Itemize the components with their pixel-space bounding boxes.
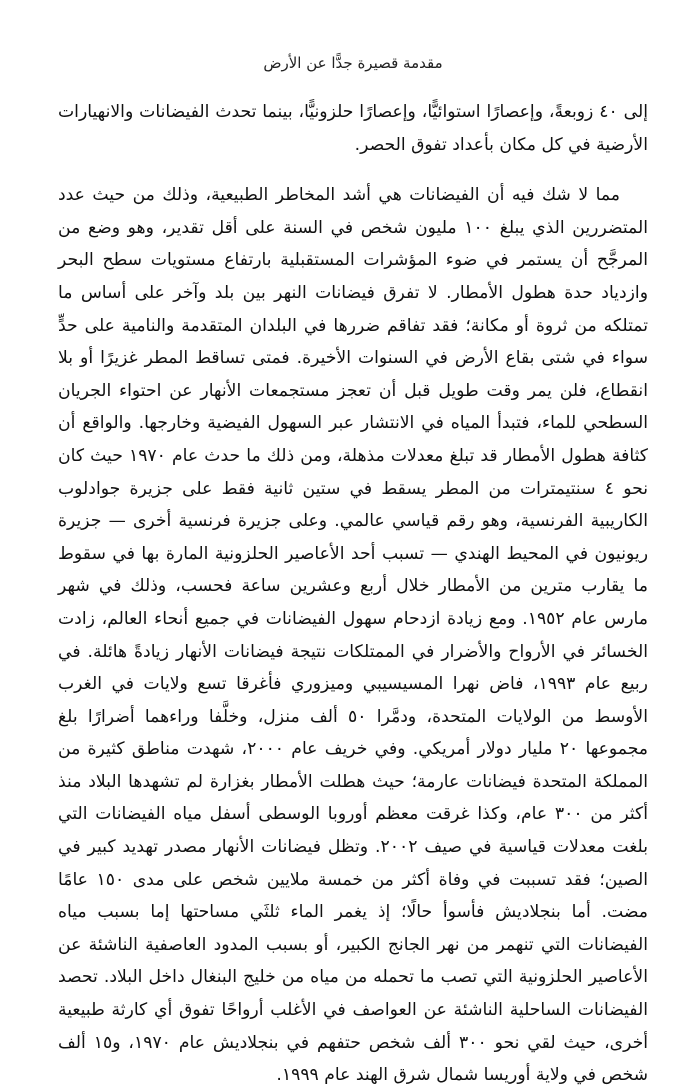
running-header: مقدمة قصيرة جدًّا عن الأرض xyxy=(263,54,443,72)
paragraph-floods: مما لا شك فيه أن الفيضانات هي أشد المخاطر الطبيعية، وذلك من حيث عدد المتضررين الذي يبلغ ١٠٠ مليون شخص في السنة على أقل تقدير، وهو وضع من المرجَّح أن يستمر في ضوء المؤشرات المستقبلية بارتفاع مستويات سطح البحر وازدياد حدة هطول الأمطار. لا تفرق فيضانات النهر بين بلد وآخر على أساس ما تمتلكه من ثروة أو مكانة؛ فقد تفاقم ضررها في البلدان المتقدمة والنامية على حدٍّ سواء في شتى بقاع الأرض في السنوات الأخيرة. فمتى تساقط المطر غزيرًا أو بلا انقطاع، فلن يمر وقت طويل قبل أن تعجز مستجمعات الأنهار عن احتواء الجريان السطحي للماء، فتبدأ المياه في الانتشار عبر السهول الفيضية وخارجها. والواقع أن كثافة هطول الأمطار قد تبلغ معدلات مذهلة، ومن ذلك ما حدث عام ١٩٧٠ حيث كان نحو ٤ سنتيمترات من المطر يسقط في ستين ثانية فقط على جزيرة جوادلوب الكاريبية الفرنسية، وهو رقم قياسي عالمي. وعلى جزيرة فرنسية أخرى — جزيرة ريونيون في المحيط الهندي — تسبب أحد الأعاصير الحلزونية المارة بها في سقوط ما يقارب مترين من الأمطار خلال أربع وعشرين ساعة فحسب، وذلك في شهر مارس عام ١٩٥٢. ومع زيادة ازدحام سهول الفيضانات في جميع أنحاء العالم، زادت الخسائر في الأرواح والأضرار في الممتلكات نتيجة فيضانات الأنهار زيادةً هائلة. في ربيع عام ١٩٩٣، فاض نهرا المسيسيبي وميزوري فأغرقا تسع ولايات في الغرب الأوسط من الولايات المتحدة، ودمَّرا ٥٠ ألف منزل، وخلَّفا وراءهما أضرارًا بلغ مجموعها ٢٠ مليار دولار أمريكي. وفي خريف عام ٢٠٠٠، شهدت مناطق كثيرة من المملكة المتحدة فيضانات عارمة؛ حيث هطلت الأمطار بغزارة لم تشهدها البلاد منذ أكثر من ٣٠٠ عام، وكذا غرقت معظم أوروبا الوسطى أسفل مياه الفيضانات التي بلغت معدلات قياسية في صيف ٢٠٠٢. وتظل فيضانات الأنهار مصدر تهديد كبير في الصين؛ فقد تسببت في وفاة أكثر من خمسة ملايين شخص على مدى ١٥٠ عامًا مضت. أما بنجلاديش فأسوأ حالًا؛ إذ يغمر الماء ثلثَي مساحتها إما بسبب مياه الفيضانات التي تنهمر من نهر الجانج الكبير، أو بسبب المدود العاصفية الناشئة عن الأعاصير الحلزونية التي تصب ما تحمله من مياه من خليج البنغال داخل البلاد. تحصد الفيضانات الساحلية الناشئة عن العواصف في الأغلب أرواحًا تفوق أي كارثة طبيعية أخرى، حيث لقي نحو ٣٠٠ ألف شخص حتفهم في بنجلاديش عام ١٩٧٠، و١٥ ألف شخص في ولاية أوريسا شمال شرق الهند عام ١٩٩٩. xyxy=(58,185,649,1086)
paragraph-continued: إلى ٤٠ زوبعةً، وإعصارًا استوائيًّا، وإعصارًا حلزونيًّا، بينما تحدث الفيضانات والانهيارات الأرضية في كل مكان بأعداد تفوق الحصر. xyxy=(58,102,648,155)
